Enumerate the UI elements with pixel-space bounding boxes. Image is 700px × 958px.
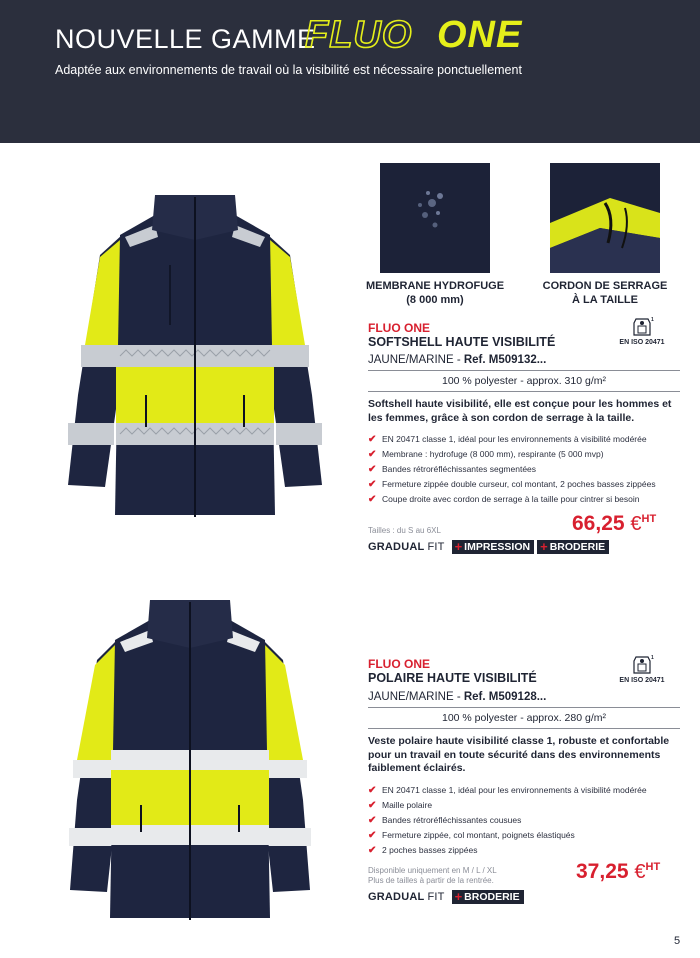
product1-material: 100 % polyester - approx. 310 g/m²	[441, 375, 606, 387]
product2-name: POLAIRE HAUTE VISIBILITÉ	[368, 671, 537, 685]
check-icon: ✔	[368, 815, 377, 826]
product1-ref: Ref. M509132...	[463, 354, 547, 366]
list-item: ✔ Bandes rétroréfléchissantes segmentées	[368, 464, 537, 475]
header-title-prefix: NOUVELLE GAMME	[55, 24, 316, 54]
product2-currency: €	[634, 861, 646, 883]
product1-divider-top	[368, 370, 680, 371]
hi-vis-pictogram-icon	[632, 655, 652, 675]
product2-description: Veste polaire haute visibilité classe 1, robuste et confortable pour un travail en toute sécurité dans des environnements faiblement éclairés.	[368, 735, 670, 774]
broderie-badge: + BRODERIE	[452, 890, 524, 904]
product2-color: JAUNE/MARINE	[368, 691, 454, 703]
product1-price-value: 66,25	[572, 512, 625, 535]
list-item: ✔ Fermeture zippée double curseur, col montant, 2 poches basses zippées	[368, 479, 656, 490]
product2-material: 100 % polyester - approx. 280 g/m²	[441, 712, 606, 724]
gradual-fit-badge: GRADUAL FIT	[368, 891, 445, 903]
list-item: ✔ Bandes rétroréfléchissantes cousues	[368, 815, 522, 826]
hi-vis-pictogram-icon	[632, 317, 652, 337]
cordon-detail-image	[550, 163, 660, 273]
cordon-caption-line2: À LA TAILLE	[572, 294, 638, 306]
list-item: ✔ 2 poches basses zippées	[368, 845, 478, 856]
product2-divider-bottom	[368, 728, 680, 729]
product1-name: SOFTSHELL HAUTE VISIBILITÉ	[368, 335, 556, 349]
membrane-caption-line2: (8 000 mm)	[406, 294, 464, 306]
header-subtitle: Adaptée aux environnements de travail où la visibilité est nécessaire ponctuellement	[55, 63, 522, 77]
product1-iso-label: EN ISO 20471	[619, 339, 665, 346]
broderie-badge: + BRODERIE	[537, 540, 609, 554]
membrane-detail-image	[380, 163, 490, 273]
product2-brand: FLUO ONE	[368, 657, 430, 671]
product1-description: Softshell haute visibilité, elle est conçue pour les hommes et les femmes, grâce à son cordon de serrage à la taille.	[368, 398, 672, 424]
check-icon: ✔	[368, 785, 377, 796]
product1-brand: FLUO ONE	[368, 321, 430, 335]
check-icon: ✔	[368, 464, 377, 475]
product2-ref: Ref. M509128...	[463, 691, 547, 703]
product2-tags	[368, 890, 524, 904]
drawcord-icon	[550, 163, 660, 273]
check-icon: ✔	[368, 494, 377, 505]
product1-iso-class: 1	[651, 317, 654, 323]
product1-color: JAUNE/MARINE	[368, 354, 454, 366]
check-icon: ✔	[368, 434, 377, 445]
check-icon: ✔	[368, 449, 377, 460]
product2-price	[576, 860, 660, 884]
product2-color-ref: JAUNE/MARINE - Ref. M509128...	[368, 691, 547, 703]
gradual-fit-badge: GRADUAL FIT	[368, 541, 445, 553]
water-drops-icon	[380, 163, 490, 273]
impression-badge: + IMPRESSION	[452, 540, 535, 554]
cordon-caption	[525, 279, 685, 307]
check-icon: ✔	[368, 800, 377, 811]
list-item: ✔ Maille polaire	[368, 800, 433, 811]
product2-feature-list	[368, 783, 647, 858]
product1-sizes: Tailles : du S au 6XL	[368, 526, 441, 535]
plus-icon: +	[454, 889, 463, 904]
product1-tags	[368, 540, 609, 554]
product2-tax: HT	[645, 861, 661, 873]
product2-sizes	[368, 866, 497, 886]
product1-color-ref: JAUNE/MARINE - Ref. M509132...	[368, 354, 547, 366]
list-item: ✔ EN 20471 classe 1, idéal pour les environnements à visibilité modérée	[368, 785, 647, 796]
list-item: ✔ Membrane : hydrofuge (8 000 mm), respirante (5 000 mvp)	[368, 449, 604, 460]
product2-iso-label: EN ISO 20471	[619, 677, 665, 684]
membrane-caption-line1: MEMBRANE HYDROFUGE	[365, 280, 505, 292]
product2-divider-top	[368, 707, 680, 708]
product2-price-value: 37,25	[576, 860, 629, 883]
membrane-caption	[355, 279, 515, 307]
softshell-jacket-image	[60, 195, 330, 540]
product2-sizes-line1: Disponible uniquement en M / L / XL	[368, 866, 497, 875]
list-item: ✔ EN 20471 classe 1, idéal pour les environnements à visibilité modérée	[368, 434, 647, 445]
product1-currency: €	[630, 513, 642, 535]
list-item: ✔ Fermeture zippée, col montant, poignets élastiqués	[368, 830, 575, 841]
header-title-fluo: FLUO	[305, 14, 413, 56]
header-title-one: ONE	[437, 14, 523, 56]
product1-tax: HT	[641, 513, 657, 525]
product1-divider-bottom	[368, 391, 680, 392]
check-icon: ✔	[368, 479, 377, 490]
product2-sizes-line2: Plus de tailles à partir de la rentrée.	[368, 876, 494, 885]
plus-icon: +	[540, 539, 548, 554]
check-icon: ✔	[368, 845, 377, 856]
product1-iso-badge	[612, 317, 672, 346]
plus-icon: +	[454, 539, 463, 554]
page-header	[0, 0, 700, 143]
product1-feature-list	[368, 432, 656, 507]
product2-iso-class: 1	[651, 655, 654, 661]
product1-price	[572, 512, 656, 536]
list-item: ✔ Coupe droite avec cordon de serrage à la taille pour cintrer si besoin	[368, 494, 640, 505]
polaire-jacket-image	[65, 600, 315, 935]
check-icon: ✔	[368, 830, 377, 841]
page-number: 5	[674, 935, 681, 947]
cordon-caption-line1: CORDON DE SERRAGE	[542, 280, 668, 292]
product2-iso-badge	[612, 655, 672, 684]
